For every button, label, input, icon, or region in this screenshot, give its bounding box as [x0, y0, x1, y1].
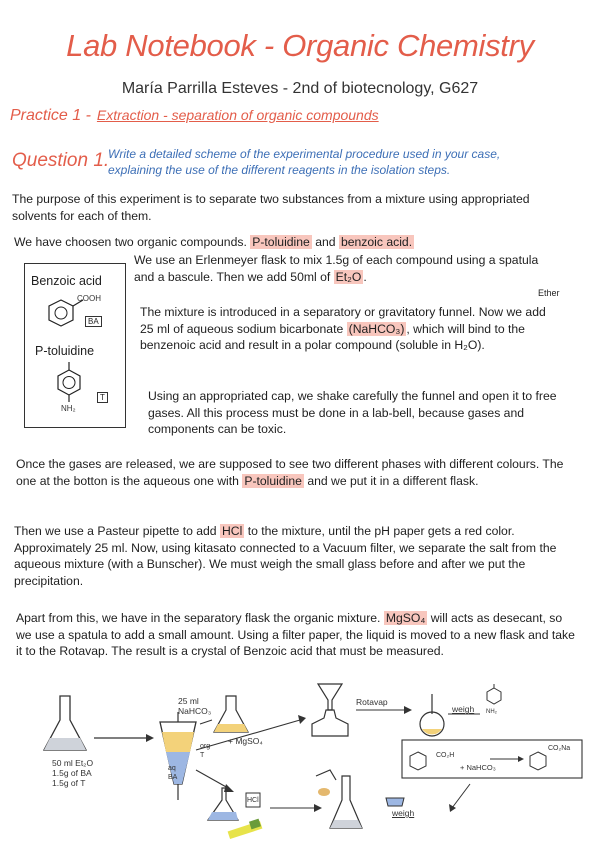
paragraph-hcl [14, 523, 574, 589]
erlenmeyer-end: . [363, 269, 367, 284]
p-toluidine-label: P-toluidine [35, 344, 95, 358]
author-line: María Parrilla Esteves - 2nd of biotecnology, G627 [121, 80, 479, 97]
hcl-text: Then we use a Pasteur pipette to add [14, 524, 217, 538]
filter-funnel-icon [312, 684, 348, 736]
highlight-hcl: HCl [221, 524, 243, 538]
reaction-reactant-icon [410, 752, 426, 770]
structures-box [24, 263, 126, 428]
nh2-group-label: NH₂ [61, 404, 76, 413]
start-flask-label: 50 ml Et₂O 1.5g of BA 1.5g of T [52, 758, 94, 788]
evaporating-dish-icon [386, 798, 404, 806]
phases-text-end: and we put it in a different flask. [307, 473, 479, 488]
reaction-product-icon [530, 752, 546, 770]
mgso4-label: + MgSO₄ [228, 736, 263, 746]
paragraph-shake: Using an appropriated cap, we shake carefully the funnel and open it to free gases. All this process must be done in a lab-bell, because gases and components can be toxic. [148, 389, 557, 436]
toluidine-mini-icon [487, 684, 501, 704]
aq-phase-label: aq BA [168, 765, 178, 781]
nahco3-label: 25 ml NaHCO₃ [178, 696, 212, 716]
weigh-label-1: weigh [452, 704, 475, 714]
practice-topic: Extraction - separation of organic compounds [96, 107, 379, 123]
paragraph-erlenmeyer [134, 252, 554, 285]
practice-label: Practice 1 - [10, 107, 91, 124]
ba-tag: BA [85, 316, 102, 327]
highlight-benzoic-acid: benzoic acid. [340, 235, 413, 249]
highlight-nahco3: (NaHCO₃) [348, 321, 405, 336]
cooh-group-label: COOH [77, 294, 101, 303]
question-label: Question 1. [12, 150, 110, 171]
paragraph-mgso4 [16, 610, 576, 660]
funnel-text: The mixture is introduced in a separatory or gravitatory funnel. Now we add 25 ml of aqueous sodium bicarbonate [140, 305, 546, 336]
erlenmeyer-flask-icon [44, 696, 86, 750]
paragraph-compounds [14, 234, 574, 251]
question-text: Write a detailed scheme of the experimental procedure used in your case, explaining the use of the different reagents in the isolation steps. [108, 147, 501, 177]
t-tag: T [97, 392, 108, 403]
hcl-text-end: to the mixture, until the pH paper gets a red color. Approximately 25 ml. Now, using kitasato connected to a Vacuum filter, we separate the salt from the aqueous mixture (with a Bunscher). We must weigh the small glass before and after we put the precipitation. [14, 524, 557, 588]
erlenmeyer-text: We use an Erlenmeyer flask to mix 1.5g of each compound using a spatula and a bascule. Then we add 50ml of [134, 253, 539, 284]
highlight-p-toluidine-2: P-toluidine [244, 473, 302, 488]
paragraph-purpose: The purpose of this experiment is to separate two substances from a mixture using appropriated solvents for each of them. [12, 192, 530, 223]
paragraph-funnel [140, 304, 560, 354]
highlight-p-toluidine: P-toluidine [252, 235, 310, 249]
paragraph-phases [16, 456, 576, 489]
ether-note: Ether [538, 288, 560, 298]
hcl-label: HCl [247, 797, 259, 804]
reaction-cooh-label: CO₂H [436, 752, 455, 759]
aqueous-flask-icon [208, 788, 238, 820]
separatory-funnel-icon [160, 712, 196, 800]
compounds-and: and [315, 235, 336, 249]
ph-paper-icon [228, 819, 263, 839]
nh2-small-label: NH₂ [486, 709, 497, 715]
compounds-text: We have choosen two organic compounds. [14, 235, 247, 249]
nahco3-flask-icon [214, 696, 248, 732]
highlight-mgso4: MgSO₄ [385, 611, 426, 625]
funnel-text-end: , which will bind to the benzenoic acid and result in a polar compound (soluble in H₂O). [140, 321, 525, 352]
reaction-reagent-label: + NaHCO₃ [460, 763, 496, 772]
page-title: Lab Notebook - Organic Chemistry [66, 28, 534, 63]
highlight-et2o: Et₂O [335, 269, 362, 284]
org-phase-label: org T [200, 743, 211, 759]
rotavap-flask-icon [420, 694, 444, 736]
phases-text: Once the gases are released, we are supposed to see two different phases with different colours. The one at the botton is the aqueous one with [16, 457, 564, 488]
kitasato-flask-icon [316, 770, 362, 828]
mgso4-text-end: will acts as desecant, so we use a spatula to add a small amount. Using a filter paper, the liquid is moved to a new flask and take it to the Rotavap. The result is a crystal of Benzoic acid that must be measured. [16, 611, 575, 658]
mgso4-text: Apart from this, we have in the separatory flask the organic mixture. [16, 611, 381, 625]
arrow-to-aqueous [196, 770, 228, 788]
weigh-label-2: weigh [392, 808, 415, 818]
benzoic-acid-label: Benzoic acid [31, 274, 102, 288]
rotavap-label: Rotavap [356, 697, 388, 707]
practice-heading [10, 107, 379, 125]
reaction-product-label: CO₂Na [548, 745, 571, 752]
